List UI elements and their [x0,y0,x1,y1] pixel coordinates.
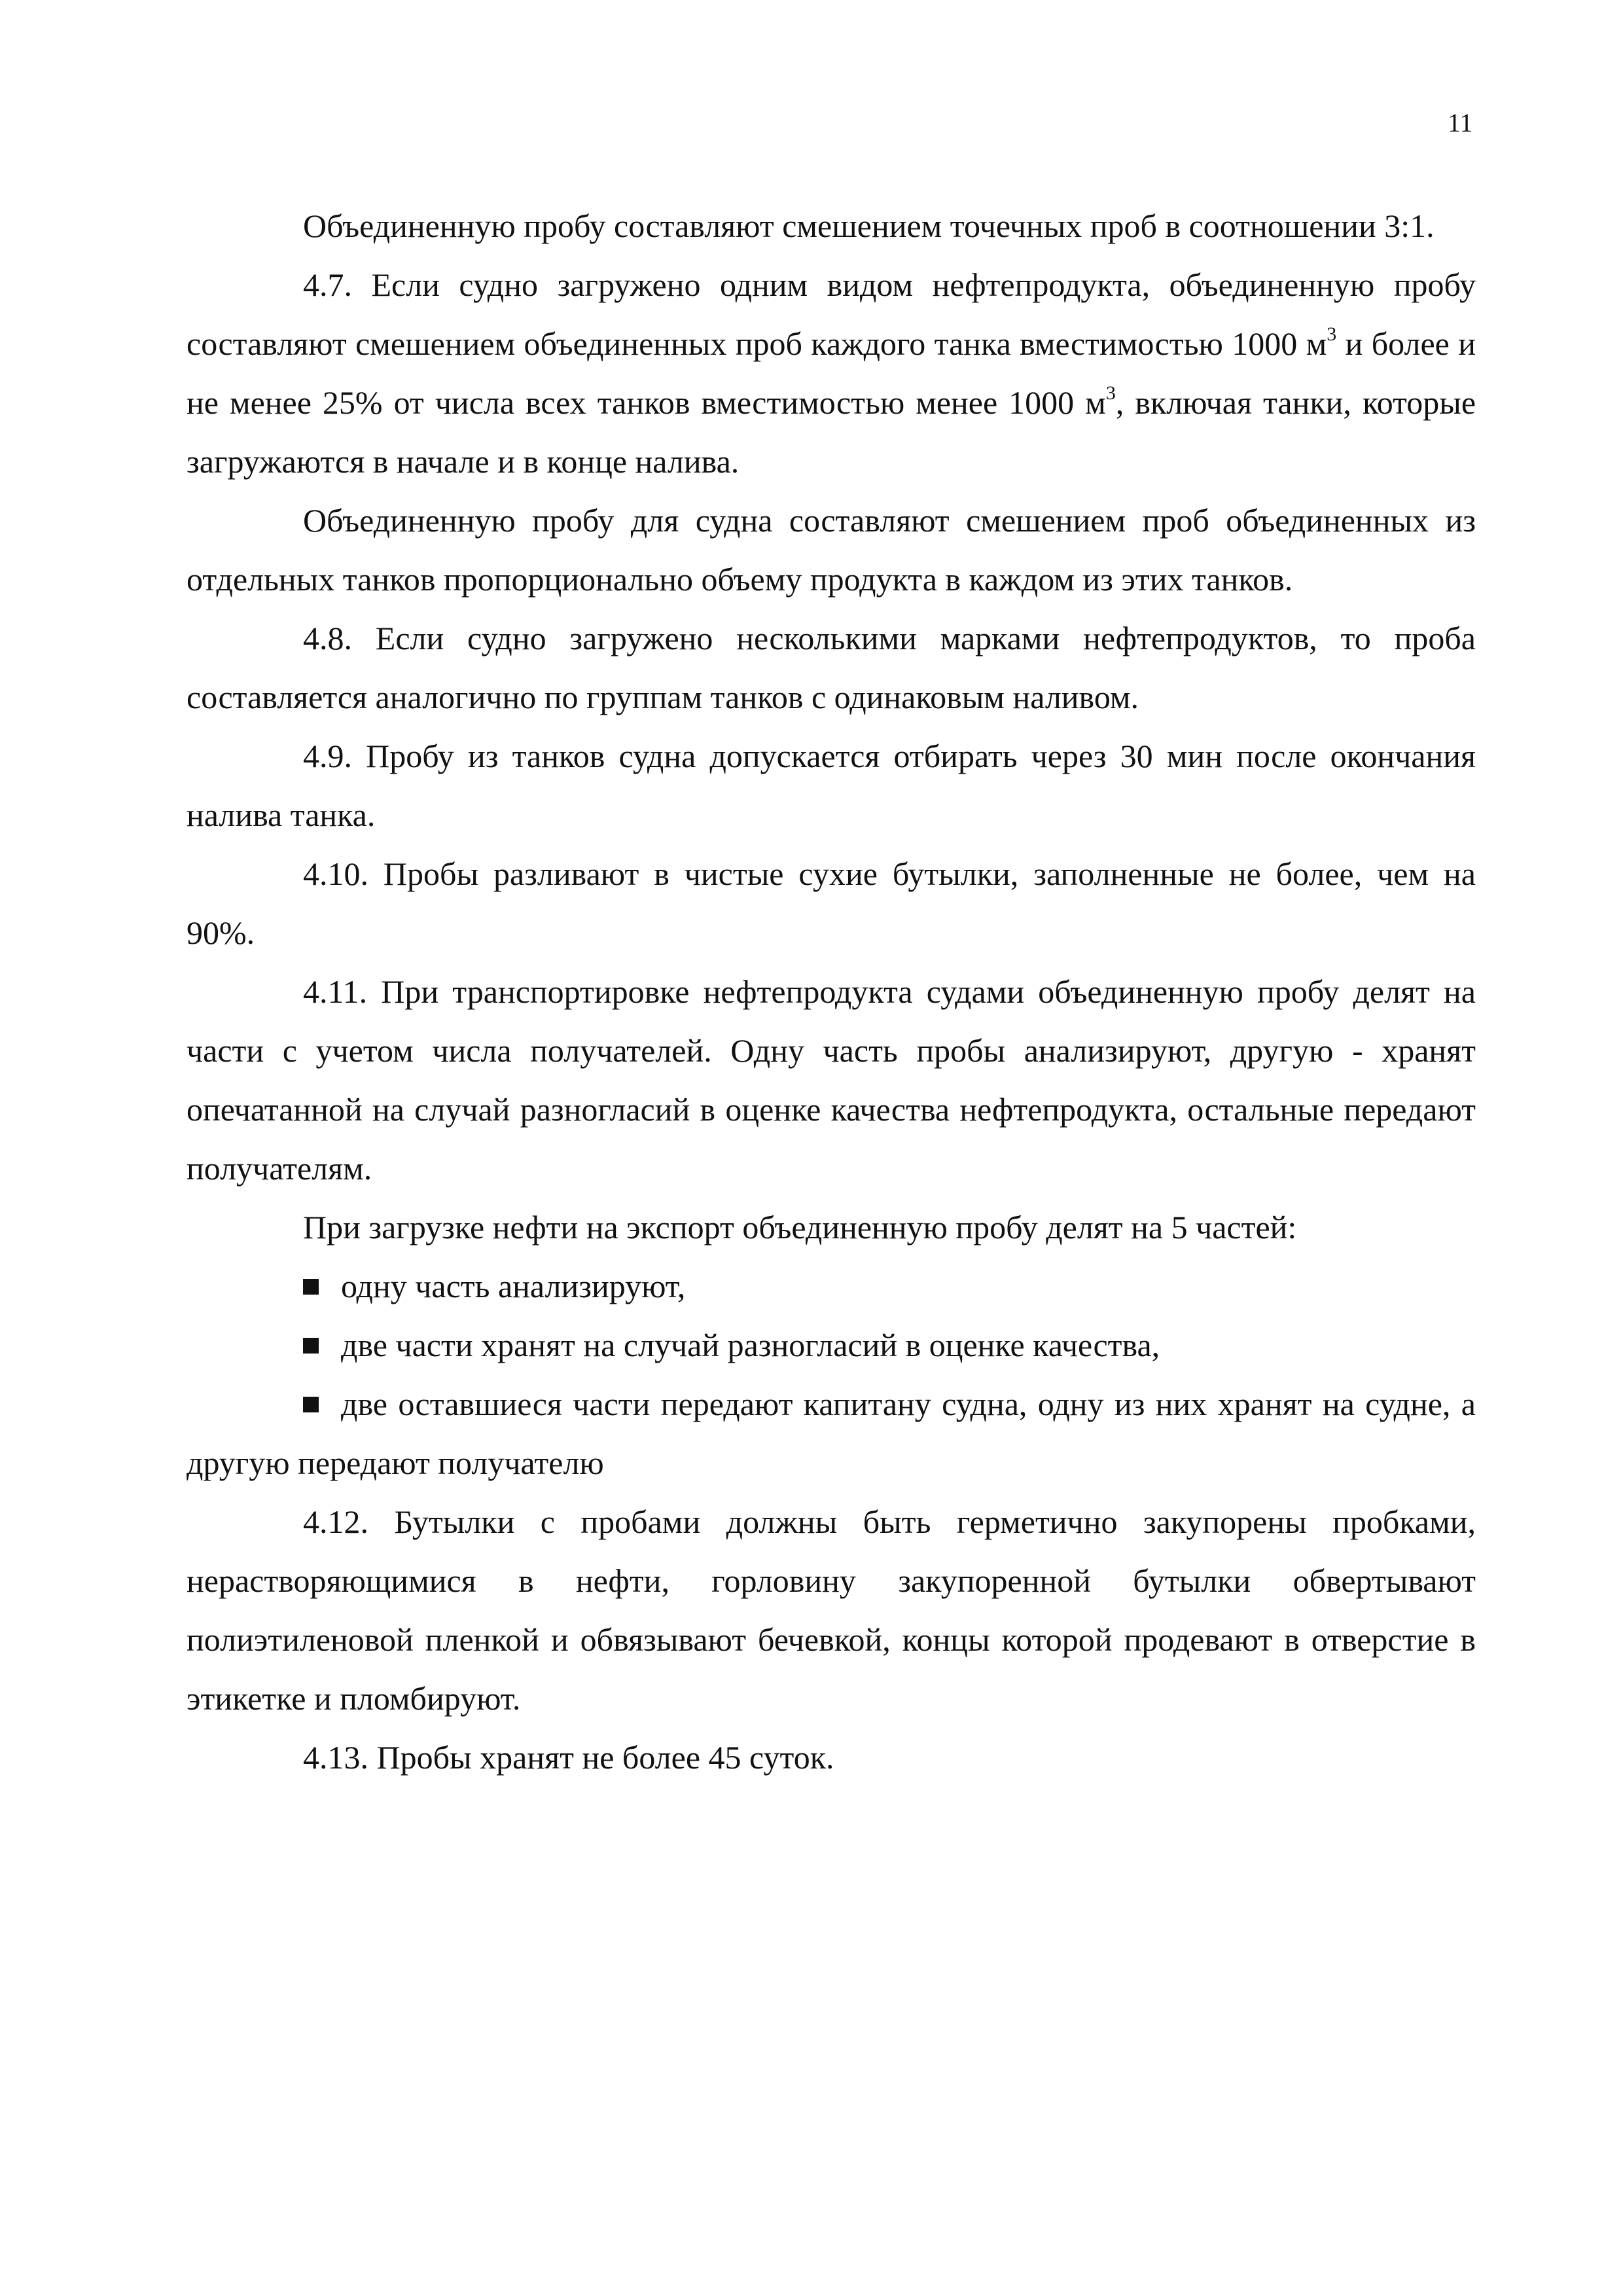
list-item [187,1257,1476,1316]
document-body [187,196,1476,1787]
square-bullet-icon [303,1338,319,1354]
paragraph-4-10: 4.10. Пробы разливают в чистые сухие бутылки, заполненные не более, чем на 90%. [187,855,1476,951]
paragraph-combined-sample-ratio: Объединенную пробу составляют смешением точечных проб в соотношении 3:1. [303,207,1435,244]
superscript-cubic-1: 3 [1327,323,1337,345]
bullet-text: одну часть анализируют, [341,1268,686,1304]
paragraph-4-9: 4.9. Пробу из танков судна допускается отбирать через 30 мин после окончания налива танка. [187,738,1476,833]
square-bullet-icon [303,1397,319,1412]
paragraph-4-7-part-2: и более и не менее 25% от числа всех танков вместимостью менее 1000 м [187,325,1476,421]
list-item [187,1316,1476,1374]
paragraph-4-7 [187,255,1476,491]
paragraph-4-7-part-3: , включая танки, которые загружаются в начале и в конце налива. [187,384,1476,480]
paragraph-4-12: 4.12. Бутылки с пробами должны быть герметично закупорены пробками, нерастворяющимися в нефти, горловину закупоренной бутылки обвертывают полиэтиленовой пленкой и обвязывают бечевкой, концы которой продевают в отверстие в этикетке и пломбируют. [187,1503,1476,1717]
paragraph-4-7-part-1: 4.7. Если судно загружено одним видом нефтепродукта, объединенную пробу составляют смешением объединенных проб каждого танка вместимостью 1000 м [187,266,1476,362]
paragraph-4-8: 4.8. Если судно загружено несколькими марками нефтепродуктов, то проба составляется аналогично по группам танков с одинаковым наливом. [187,620,1476,715]
square-bullet-icon [303,1279,319,1295]
page-number: 11 [1448,108,1473,137]
bullet-text: две части хранят на случай разногласий в оценке качества, [341,1327,1160,1363]
paragraph-4-11: 4.11. При транспортировке нефтепродукта судами объединенную пробу делят на части с учетом числа получателей. Одну часть пробы анализируют, другую - хранят опечатанной на случай разногласий в оценке качества нефтепродукта, остальные передают получателям. [187,973,1476,1187]
paragraph-vessel-sample: Объединенную пробу для судна составляют смешением проб объединенных из отдельных танков пропорционально объему продукта в каждом из этих танков. [187,502,1476,598]
paragraph-4-13: 4.13. Пробы хранят не более 45 суток. [303,1739,834,1776]
bullet-text: две оставшиеся части передают капитану судна, одну из них хранят на судне, а другую передают получателю [187,1386,1476,1481]
list-item [187,1374,1476,1492]
paragraph-export-split: При загрузке нефти на экспорт объединенную пробу делят на 5 частей: [303,1209,1297,1246]
superscript-cubic-2: 3 [1105,382,1116,404]
